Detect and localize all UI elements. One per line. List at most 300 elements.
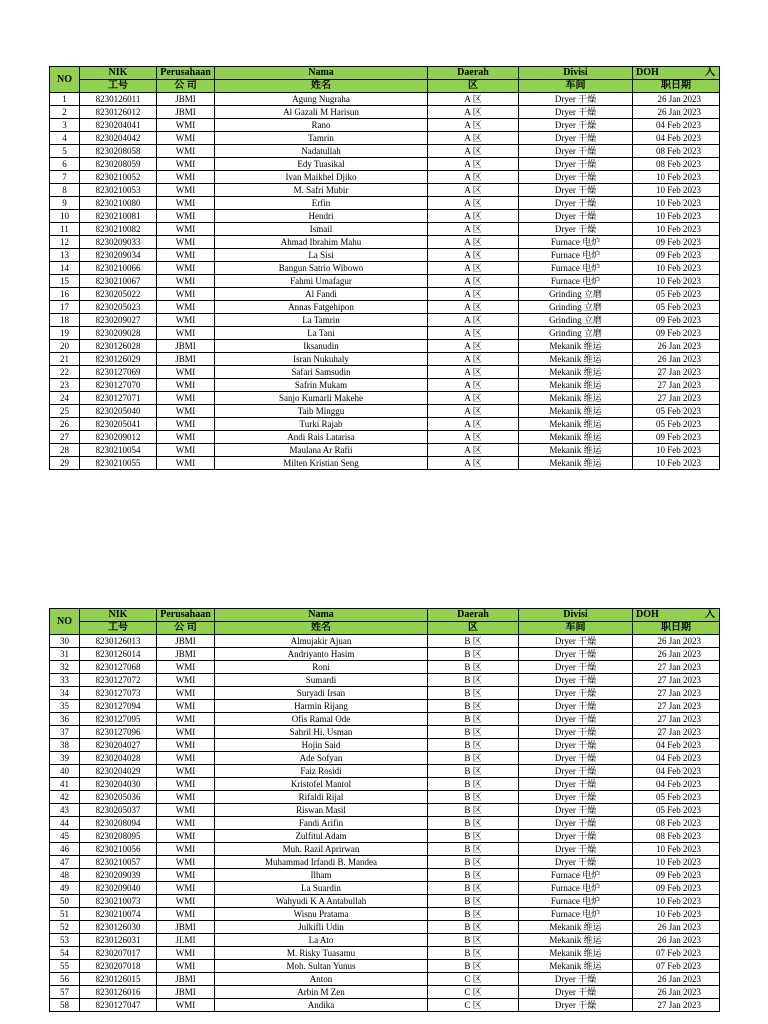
cell-nama: Erfin: [215, 197, 428, 210]
col-nama-header: Nama: [215, 609, 428, 622]
cell-no: 51: [50, 908, 80, 921]
cell-nik: 8230204028: [80, 752, 157, 765]
cell-daerah: A 区: [428, 249, 519, 262]
cell-divisi: Mekanik 维运: [519, 366, 633, 379]
cell-perusahaan: JBMI: [157, 106, 215, 119]
table-row: [50, 314, 720, 327]
cell-perusahaan: WMI: [157, 869, 215, 882]
cell-doh: 10 Feb 2023: [633, 856, 720, 869]
cell-divisi: Dryer 干燥: [519, 661, 633, 674]
table-row: [50, 418, 720, 431]
cell-doh: 09 Feb 2023: [633, 249, 720, 262]
cell-daerah: A 区: [428, 171, 519, 184]
cell-perusahaan: JBMI: [157, 635, 215, 648]
cell-perusahaan: WMI: [157, 778, 215, 791]
cell-nama: Zulfitul Adam: [215, 830, 428, 843]
cell-daerah: B 区: [428, 908, 519, 921]
col-daerah-header: Daerah: [428, 609, 519, 622]
cell-doh: 27 Jan 2023: [633, 392, 720, 405]
table-row: [50, 856, 720, 869]
cell-no: 19: [50, 327, 80, 340]
cell-no: 29: [50, 457, 80, 470]
cell-nama: Ahmad Ibrahim Mahu: [215, 236, 428, 249]
cell-nik: 8230204041: [80, 119, 157, 132]
cell-no: 33: [50, 674, 80, 687]
cell-perusahaan: WMI: [157, 210, 215, 223]
cell-daerah: A 区: [428, 392, 519, 405]
cell-daerah: A 区: [428, 288, 519, 301]
cell-nama: Suryadi Irsan: [215, 687, 428, 700]
cell-nik: 8230205037: [80, 804, 157, 817]
cell-nik: 8230205023: [80, 301, 157, 314]
cell-perusahaan: WMI: [157, 908, 215, 921]
cell-daerah: B 区: [428, 648, 519, 661]
cell-perusahaan: WMI: [157, 145, 215, 158]
table-row: [50, 301, 720, 314]
table-row: [50, 804, 720, 817]
cell-no: 12: [50, 236, 80, 249]
cell-divisi: Dryer 干燥: [519, 843, 633, 856]
table-row: [50, 882, 720, 895]
table-row: [50, 223, 720, 236]
cell-no: 14: [50, 262, 80, 275]
cell-divisi: Mekanik 维运: [519, 405, 633, 418]
table-row: [50, 765, 720, 778]
cell-divisi: Dryer 干燥: [519, 726, 633, 739]
table-row: [50, 431, 720, 444]
cell-perusahaan: WMI: [157, 752, 215, 765]
cell-nama: Ismail: [215, 223, 428, 236]
cell-divisi: Mekanik 维运: [519, 444, 633, 457]
table-row: [50, 210, 720, 223]
cell-daerah: B 区: [428, 661, 519, 674]
table-row: [50, 262, 720, 275]
col-doh-zh-header: 职日期: [633, 622, 720, 635]
table-row: [50, 700, 720, 713]
col-nik-zh-header: 工号: [80, 622, 157, 635]
cell-divisi: Dryer 干燥: [519, 700, 633, 713]
cell-daerah: A 区: [428, 366, 519, 379]
cell-doh: 07 Feb 2023: [633, 960, 720, 973]
cell-daerah: A 区: [428, 132, 519, 145]
table-row: [50, 288, 720, 301]
cell-doh: 05 Feb 2023: [633, 418, 720, 431]
table-row: [50, 236, 720, 249]
cell-divisi: Mekanik 维运: [519, 392, 633, 405]
cell-divisi: Dryer 干燥: [519, 973, 633, 986]
cell-daerah: B 区: [428, 713, 519, 726]
cell-no: 10: [50, 210, 80, 223]
cell-divisi: Dryer 干燥: [519, 132, 633, 145]
cell-daerah: B 区: [428, 895, 519, 908]
cell-nik: 8230205036: [80, 791, 157, 804]
cell-nama: Julkifli Udin: [215, 921, 428, 934]
cell-divisi: Furnace 电炉: [519, 275, 633, 288]
cell-nik: 8230126030: [80, 921, 157, 934]
cell-divisi: Dryer 干燥: [519, 197, 633, 210]
cell-nama: Iksanudin: [215, 340, 428, 353]
cell-nama: Wisnu Pratama: [215, 908, 428, 921]
col-perusahaan-header: Perusahaan: [157, 609, 215, 622]
cell-nama: Isran Nukuhaly: [215, 353, 428, 366]
cell-perusahaan: WMI: [157, 687, 215, 700]
cell-daerah: A 区: [428, 353, 519, 366]
cell-divisi: Dryer 干燥: [519, 765, 633, 778]
cell-perusahaan: WMI: [157, 288, 215, 301]
cell-daerah: B 区: [428, 856, 519, 869]
cell-perusahaan: WMI: [157, 726, 215, 739]
cell-doh: 10 Feb 2023: [633, 197, 720, 210]
cell-perusahaan: WMI: [157, 275, 215, 288]
col-nik-header: NIK: [80, 67, 157, 80]
cell-doh: 05 Feb 2023: [633, 405, 720, 418]
cell-nama: Roni: [215, 661, 428, 674]
cell-nik: 8230207017: [80, 947, 157, 960]
cell-doh: 04 Feb 2023: [633, 778, 720, 791]
cell-doh: 05 Feb 2023: [633, 301, 720, 314]
cell-divisi: Dryer 干燥: [519, 778, 633, 791]
cell-divisi: Mekanik 维运: [519, 960, 633, 973]
cell-nik: 8230209040: [80, 882, 157, 895]
cell-no: 27: [50, 431, 80, 444]
cell-doh: 26 Jan 2023: [633, 93, 720, 106]
cell-nama: Al Fandi: [215, 288, 428, 301]
cell-divisi: Dryer 干燥: [519, 119, 633, 132]
cell-no: 54: [50, 947, 80, 960]
cell-no: 55: [50, 960, 80, 973]
cell-no: 18: [50, 314, 80, 327]
col-divisi-header: Divisi: [519, 67, 633, 80]
cell-doh: 26 Jan 2023: [633, 973, 720, 986]
cell-divisi: Dryer 干燥: [519, 687, 633, 700]
cell-nama: La Tamrin: [215, 314, 428, 327]
table-row: [50, 327, 720, 340]
cell-nama: Moh. Sultan Yunus: [215, 960, 428, 973]
col-doh-header: [633, 609, 720, 622]
col-nik-zh-header: 工号: [80, 80, 157, 93]
cell-nama: Kristofel Mantol: [215, 778, 428, 791]
doh-zh-label: 入: [705, 609, 715, 620]
cell-perusahaan: WMI: [157, 327, 215, 340]
cell-nik: 8230210066: [80, 262, 157, 275]
cell-daerah: B 区: [428, 921, 519, 934]
cell-nama: Ofis Ramal Ode: [215, 713, 428, 726]
cell-daerah: A 区: [428, 379, 519, 392]
table-row: [50, 752, 720, 765]
cell-nama: Ilham: [215, 869, 428, 882]
cell-daerah: B 区: [428, 869, 519, 882]
table-row: [50, 947, 720, 960]
cell-divisi: Mekanik 维运: [519, 353, 633, 366]
cell-nik: 8230210054: [80, 444, 157, 457]
cell-perusahaan: WMI: [157, 405, 215, 418]
cell-doh: 10 Feb 2023: [633, 210, 720, 223]
table-row: [50, 921, 720, 934]
cell-nama: Rano: [215, 119, 428, 132]
cell-daerah: A 区: [428, 275, 519, 288]
cell-perusahaan: WMI: [157, 817, 215, 830]
cell-nik: 8230127070: [80, 379, 157, 392]
cell-doh: 05 Feb 2023: [633, 288, 720, 301]
cell-divisi: Furnace 电炉: [519, 895, 633, 908]
cell-nik: 8230127047: [80, 999, 157, 1012]
table-row: [50, 158, 720, 171]
cell-daerah: A 区: [428, 327, 519, 340]
cell-no: 57: [50, 986, 80, 999]
cell-nama: Ivan Maikhel Djiko: [215, 171, 428, 184]
cell-nama: Sumardi: [215, 674, 428, 687]
cell-doh: 07 Feb 2023: [633, 947, 720, 960]
cell-doh: 26 Jan 2023: [633, 648, 720, 661]
cell-nik: 8230126015: [80, 973, 157, 986]
cell-daerah: A 区: [428, 93, 519, 106]
cell-doh: 26 Jan 2023: [633, 986, 720, 999]
cell-nik: 8230126011: [80, 93, 157, 106]
cell-nik: 8230126016: [80, 986, 157, 999]
cell-nik: 8230210056: [80, 843, 157, 856]
cell-doh: 26 Jan 2023: [633, 353, 720, 366]
table-body: [50, 635, 720, 1012]
col-perusahaan-zh-header: 公 司: [157, 80, 215, 93]
cell-doh: 05 Feb 2023: [633, 791, 720, 804]
cell-no: 56: [50, 973, 80, 986]
cell-doh: 04 Feb 2023: [633, 752, 720, 765]
cell-nama: Turki Rajab: [215, 418, 428, 431]
col-nik-header: NIK: [80, 609, 157, 622]
cell-daerah: A 区: [428, 418, 519, 431]
cell-no: 24: [50, 392, 80, 405]
cell-perusahaan: WMI: [157, 856, 215, 869]
cell-nik: 8230127069: [80, 366, 157, 379]
cell-nik: 8230127068: [80, 661, 157, 674]
table-row: [50, 778, 720, 791]
cell-nama: Hojin Said: [215, 739, 428, 752]
cell-divisi: Dryer 干燥: [519, 223, 633, 236]
cell-daerah: A 区: [428, 405, 519, 418]
cell-no: 9: [50, 197, 80, 210]
table-row: [50, 817, 720, 830]
table-row: [50, 986, 720, 999]
cell-nik: 8230127094: [80, 700, 157, 713]
cell-doh: 10 Feb 2023: [633, 908, 720, 921]
cell-doh: 26 Jan 2023: [633, 934, 720, 947]
cell-divisi: Furnace 电炉: [519, 869, 633, 882]
cell-nik: 8230210067: [80, 275, 157, 288]
cell-no: 58: [50, 999, 80, 1012]
cell-no: 38: [50, 739, 80, 752]
cell-no: 30: [50, 635, 80, 648]
cell-perusahaan: WMI: [157, 184, 215, 197]
cell-no: 16: [50, 288, 80, 301]
cell-nama: La Tani: [215, 327, 428, 340]
col-divisi-zh-header: 车间: [519, 80, 633, 93]
col-no-header: NO: [50, 67, 80, 93]
cell-no: 25: [50, 405, 80, 418]
cell-doh: 27 Jan 2023: [633, 687, 720, 700]
cell-nama: Al Gazali M Harisun: [215, 106, 428, 119]
cell-doh: 04 Feb 2023: [633, 739, 720, 752]
cell-daerah: A 区: [428, 223, 519, 236]
col-doh-header: [633, 67, 720, 80]
cell-doh: 10 Feb 2023: [633, 843, 720, 856]
cell-nik: 8230208095: [80, 830, 157, 843]
cell-daerah: A 区: [428, 457, 519, 470]
cell-perusahaan: JBMI: [157, 340, 215, 353]
cell-doh: 09 Feb 2023: [633, 236, 720, 249]
cell-perusahaan: JBMI: [157, 93, 215, 106]
cell-nik: 8230127072: [80, 674, 157, 687]
table-row: [50, 379, 720, 392]
cell-doh: 10 Feb 2023: [633, 895, 720, 908]
cell-perusahaan: WMI: [157, 457, 215, 470]
cell-doh: 10 Feb 2023: [633, 223, 720, 236]
cell-daerah: A 区: [428, 210, 519, 223]
cell-divisi: Dryer 干燥: [519, 93, 633, 106]
cell-nama: Harmin Rijang: [215, 700, 428, 713]
cell-daerah: B 区: [428, 817, 519, 830]
table-row: [50, 726, 720, 739]
cell-nik: 8230208059: [80, 158, 157, 171]
cell-doh: 10 Feb 2023: [633, 457, 720, 470]
cell-daerah: B 区: [428, 700, 519, 713]
cell-perusahaan: WMI: [157, 713, 215, 726]
cell-nama: Andi Rais Latarisa: [215, 431, 428, 444]
cell-nik: 8230204042: [80, 132, 157, 145]
cell-nama: La Suardin: [215, 882, 428, 895]
cell-divisi: Mekanik 维运: [519, 457, 633, 470]
col-nama-zh-header: 姓名: [215, 622, 428, 635]
table-row: [50, 119, 720, 132]
table-row: [50, 791, 720, 804]
cell-no: 11: [50, 223, 80, 236]
cell-divisi: Dryer 干燥: [519, 635, 633, 648]
cell-divisi: Mekanik 维运: [519, 379, 633, 392]
cell-daerah: B 区: [428, 882, 519, 895]
cell-doh: 09 Feb 2023: [633, 314, 720, 327]
cell-perusahaan: JLMI: [157, 934, 215, 947]
doh-zh-label: 入: [705, 67, 715, 78]
cell-divisi: Furnace 电炉: [519, 908, 633, 921]
table-row: [50, 934, 720, 947]
cell-nik: 8230126029: [80, 353, 157, 366]
table-row: [50, 106, 720, 119]
cell-no: 47: [50, 856, 80, 869]
cell-no: 39: [50, 752, 80, 765]
cell-perusahaan: JBMI: [157, 353, 215, 366]
cell-nama: Muh. Razil Aprirwan: [215, 843, 428, 856]
cell-no: 3: [50, 119, 80, 132]
cell-nama: Rifaldi Rijal: [215, 791, 428, 804]
cell-nama: La Sisi: [215, 249, 428, 262]
cell-daerah: A 区: [428, 145, 519, 158]
cell-divisi: Mekanik 维运: [519, 418, 633, 431]
col-no-header: NO: [50, 609, 80, 635]
cell-nik: 8230204029: [80, 765, 157, 778]
cell-no: 53: [50, 934, 80, 947]
cell-no: 44: [50, 817, 80, 830]
cell-daerah: A 区: [428, 158, 519, 171]
col-divisi-header: Divisi: [519, 609, 633, 622]
cell-no: 8: [50, 184, 80, 197]
cell-no: 31: [50, 648, 80, 661]
cell-perusahaan: WMI: [157, 236, 215, 249]
cell-perusahaan: WMI: [157, 895, 215, 908]
cell-divisi: Mekanik 维运: [519, 921, 633, 934]
cell-doh: 26 Jan 2023: [633, 340, 720, 353]
table-body: [50, 93, 720, 470]
cell-perusahaan: WMI: [157, 158, 215, 171]
cell-nama: Safari Samsudin: [215, 366, 428, 379]
cell-doh: 10 Feb 2023: [633, 275, 720, 288]
cell-doh: 08 Feb 2023: [633, 817, 720, 830]
cell-no: 37: [50, 726, 80, 739]
cell-doh: 27 Jan 2023: [633, 366, 720, 379]
cell-no: 4: [50, 132, 80, 145]
cell-no: 13: [50, 249, 80, 262]
cell-nama: Edy Tuasikal: [215, 158, 428, 171]
cell-perusahaan: WMI: [157, 431, 215, 444]
table-row: [50, 674, 720, 687]
cell-no: 46: [50, 843, 80, 856]
cell-divisi: Dryer 干燥: [519, 713, 633, 726]
col-doh-zh-header: 职日期: [633, 80, 720, 93]
table-row: [50, 457, 720, 470]
doh-label: DOH: [636, 67, 659, 78]
cell-doh: 04 Feb 2023: [633, 132, 720, 145]
cell-perusahaan: WMI: [157, 262, 215, 275]
cell-doh: 08 Feb 2023: [633, 158, 720, 171]
cell-perusahaan: WMI: [157, 171, 215, 184]
cell-daerah: B 区: [428, 739, 519, 752]
cell-divisi: Dryer 干燥: [519, 856, 633, 869]
cell-no: 50: [50, 895, 80, 908]
cell-doh: 08 Feb 2023: [633, 145, 720, 158]
cell-nama: Fandi Arifin: [215, 817, 428, 830]
cell-no: 1: [50, 93, 80, 106]
cell-nama: Fahmi Umafagur: [215, 275, 428, 288]
cell-daerah: B 区: [428, 843, 519, 856]
cell-nik: 8230204030: [80, 778, 157, 791]
cell-daerah: A 区: [428, 106, 519, 119]
cell-doh: 27 Jan 2023: [633, 379, 720, 392]
cell-divisi: Mekanik 维运: [519, 340, 633, 353]
cell-divisi: Grinding 立磨: [519, 327, 633, 340]
col-nama-header: Nama: [215, 67, 428, 80]
cell-nama: Maulana Ar Rafii: [215, 444, 428, 457]
cell-doh: 27 Jan 2023: [633, 726, 720, 739]
cell-daerah: A 区: [428, 262, 519, 275]
cell-nik: 8230126031: [80, 934, 157, 947]
cell-perusahaan: WMI: [157, 301, 215, 314]
cell-divisi: Mekanik 维运: [519, 947, 633, 960]
cell-no: 49: [50, 882, 80, 895]
cell-nik: 8230210080: [80, 197, 157, 210]
cell-perusahaan: JBMI: [157, 986, 215, 999]
cell-nik: 8230126012: [80, 106, 157, 119]
cell-doh: 05 Feb 2023: [633, 804, 720, 817]
cell-nik: 8230207018: [80, 960, 157, 973]
cell-no: 6: [50, 158, 80, 171]
cell-nama: Andika: [215, 999, 428, 1012]
cell-perusahaan: WMI: [157, 791, 215, 804]
table-row: [50, 960, 720, 973]
cell-doh: 09 Feb 2023: [633, 431, 720, 444]
cell-doh: 08 Feb 2023: [633, 830, 720, 843]
cell-nik: 8230208094: [80, 817, 157, 830]
cell-daerah: B 区: [428, 752, 519, 765]
cell-no: 28: [50, 444, 80, 457]
cell-no: 21: [50, 353, 80, 366]
